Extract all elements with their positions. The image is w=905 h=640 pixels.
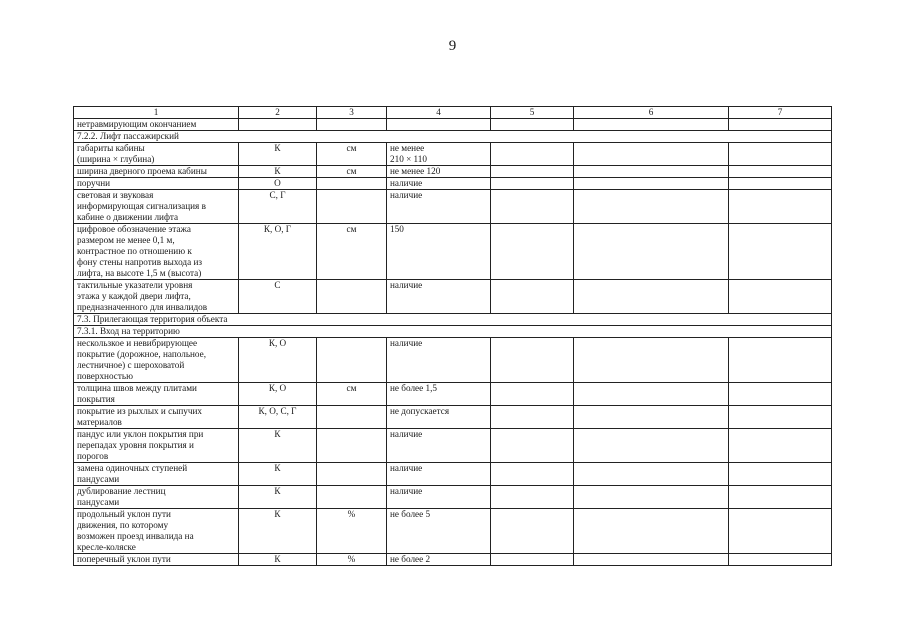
table-row	[74, 178, 832, 190]
table-row	[74, 383, 832, 406]
method-code-text: О	[274, 178, 281, 188]
unit	[317, 406, 387, 429]
requirement-name-text: тактильные указатели уровня этажа у каждой двери лифта, предназначенного для инвалидов	[77, 280, 208, 312]
method-code-text: С, Г	[269, 190, 286, 200]
requirement-name-text: продольный уклон пути движения, по которому возможен проезд инвалида на кресле-коляске	[77, 509, 194, 552]
requirement-name-text: дублирование лестниц пандусами	[77, 486, 166, 507]
empty-cell	[574, 338, 729, 383]
unit	[317, 338, 387, 383]
method-code	[239, 166, 317, 178]
requirement-name	[74, 338, 239, 383]
method-code-text: К, О, Г	[263, 224, 292, 234]
requirement-name	[74, 190, 239, 224]
method-code-text: К	[274, 509, 281, 519]
norm-value-text: не более 2	[390, 554, 431, 564]
empty-cell	[574, 383, 729, 406]
requirement-name-text: габариты кабины (ширина × глубина)	[77, 143, 155, 164]
norm-value-text: не менее 120	[390, 166, 441, 176]
method-code	[239, 178, 317, 190]
requirement-name-text: толщина швов между плитами покрытия	[77, 383, 197, 404]
method-code	[239, 190, 317, 224]
requirement-name	[74, 383, 239, 406]
requirement-name-text: поперечный уклон пути	[77, 554, 171, 564]
requirement-name-text: замена одиночных ступеней пандусами	[77, 463, 188, 484]
norm-value	[387, 178, 491, 190]
empty-cell	[491, 554, 574, 566]
norm-value	[387, 554, 491, 566]
norm-value-text: наличие	[390, 429, 423, 439]
requirement-name	[74, 280, 239, 314]
unit	[317, 166, 387, 178]
page-number: 9	[448, 38, 457, 54]
unit	[317, 509, 387, 554]
table-header-row	[74, 107, 832, 119]
empty-cell	[574, 190, 729, 224]
requirement-name	[74, 429, 239, 463]
method-code-text: К	[274, 143, 281, 153]
empty-cell	[729, 486, 832, 509]
method-code	[239, 119, 317, 131]
method-code-text: К	[274, 166, 281, 176]
table-row	[74, 429, 832, 463]
empty-cell	[491, 190, 574, 224]
empty-cell	[729, 429, 832, 463]
method-code	[239, 406, 317, 429]
section-title: 7.3. Прилегающая территория объекта	[74, 314, 832, 326]
method-code	[239, 509, 317, 554]
norm-value	[387, 383, 491, 406]
empty-cell	[729, 554, 832, 566]
empty-cell	[491, 119, 574, 131]
table-row	[74, 224, 832, 280]
norm-value-text: наличие	[390, 280, 423, 290]
unit	[317, 280, 387, 314]
empty-cell	[729, 509, 832, 554]
column-header: 4	[387, 107, 491, 119]
requirement-name	[74, 486, 239, 509]
norm-value	[387, 280, 491, 314]
method-code	[239, 429, 317, 463]
unit-text: %	[347, 509, 356, 519]
empty-cell	[491, 166, 574, 178]
empty-cell	[729, 143, 832, 166]
empty-cell	[729, 406, 832, 429]
empty-cell	[574, 429, 729, 463]
column-header: 7	[729, 107, 832, 119]
empty-cell	[574, 178, 729, 190]
norm-value	[387, 119, 491, 131]
norm-value	[387, 338, 491, 383]
empty-cell	[729, 119, 832, 131]
method-code-text: С	[274, 280, 281, 290]
norm-value-text: наличие	[390, 178, 423, 188]
column-header: 2	[239, 107, 317, 119]
section-row	[74, 131, 832, 143]
column-header: 3	[317, 107, 387, 119]
requirement-name	[74, 406, 239, 429]
table-row	[74, 554, 832, 566]
empty-cell	[491, 383, 574, 406]
method-code	[239, 554, 317, 566]
norm-value	[387, 166, 491, 178]
requirement-name-text: нескользкое и невибрирующее покрытие (дорожное, напольное, лестничное) с шероховатой поверхностью	[77, 338, 207, 381]
unit	[317, 143, 387, 166]
empty-cell	[729, 166, 832, 178]
requirement-name-text: пандус или уклон покрытия при перепадах уровня покрытия и порогов	[77, 429, 204, 461]
norm-value	[387, 486, 491, 509]
requirement-name-text: нетравмирующим окончанием	[77, 119, 197, 129]
section-row	[74, 314, 832, 326]
empty-cell	[574, 463, 729, 486]
unit-text: см	[346, 166, 357, 176]
empty-cell	[729, 190, 832, 224]
table-row	[74, 119, 832, 131]
empty-cell	[491, 509, 574, 554]
method-code	[239, 224, 317, 280]
empty-cell	[729, 383, 832, 406]
method-code	[239, 280, 317, 314]
method-code-text: К, О	[268, 338, 287, 348]
requirement-name-text: световая и звуковая информирующая сигнализация в кабине о движении лифта	[77, 190, 206, 222]
table-row	[74, 463, 832, 486]
section-title: 7.3.1. Вход на территорию	[74, 326, 832, 338]
column-header: 1	[74, 107, 239, 119]
empty-cell	[491, 338, 574, 383]
empty-cell	[729, 280, 832, 314]
method-code-text: К	[274, 463, 281, 473]
norm-value-text: 150	[390, 224, 404, 234]
norm-value	[387, 190, 491, 224]
unit-text: см	[346, 224, 357, 234]
column-header: 6	[574, 107, 729, 119]
method-code-text: К	[274, 554, 281, 564]
requirement-name-text: цифровое обозначение этажа размером не менее 0,1 м, контрастное по отношению к фону стены напротив выхода из лифта, на высоте 1,5 м (высота)	[77, 224, 203, 278]
empty-cell	[729, 224, 832, 280]
table-row	[74, 509, 832, 554]
empty-cell	[491, 429, 574, 463]
norm-value-text: не допускается	[390, 406, 450, 416]
empty-cell	[574, 509, 729, 554]
norm-value-text: не менее 210 × 110	[390, 143, 427, 164]
unit	[317, 178, 387, 190]
empty-cell	[491, 463, 574, 486]
empty-cell	[574, 143, 729, 166]
method-code	[239, 338, 317, 383]
empty-cell	[729, 338, 832, 383]
empty-cell	[574, 224, 729, 280]
unit	[317, 429, 387, 463]
method-code	[239, 383, 317, 406]
requirement-name	[74, 143, 239, 166]
unit	[317, 383, 387, 406]
method-code	[239, 486, 317, 509]
norm-value-text: не более 1,5	[390, 383, 437, 393]
unit-text: см	[346, 383, 357, 393]
norm-value	[387, 143, 491, 166]
empty-cell	[574, 119, 729, 131]
norm-value	[387, 429, 491, 463]
requirement-name	[74, 166, 239, 178]
empty-cell	[491, 224, 574, 280]
table-row	[74, 190, 832, 224]
norm-value-text: наличие	[390, 463, 423, 473]
requirement-name-text: ширина дверного проема кабины	[77, 166, 207, 176]
method-code-text: К	[274, 429, 281, 439]
requirements-table	[73, 106, 832, 566]
method-code	[239, 143, 317, 166]
method-code	[239, 463, 317, 486]
requirement-name-text: покрытие из рыхлых и сыпучих материалов	[77, 406, 203, 427]
unit	[317, 554, 387, 566]
requirement-name-text: поручни	[77, 178, 111, 188]
table-row	[74, 406, 832, 429]
empty-cell	[491, 178, 574, 190]
norm-value	[387, 406, 491, 429]
unit-text: %	[347, 554, 356, 564]
requirement-name	[74, 463, 239, 486]
empty-cell	[574, 486, 729, 509]
unit	[317, 463, 387, 486]
norm-value-text: наличие	[390, 338, 423, 348]
norm-value	[387, 509, 491, 554]
section-row	[74, 326, 832, 338]
column-header: 5	[491, 107, 574, 119]
unit	[317, 224, 387, 280]
unit	[317, 190, 387, 224]
unit-text: см	[346, 143, 357, 153]
table-row	[74, 280, 832, 314]
unit	[317, 486, 387, 509]
table-row	[74, 143, 832, 166]
empty-cell	[574, 166, 729, 178]
empty-cell	[574, 554, 729, 566]
requirement-name	[74, 554, 239, 566]
empty-cell	[574, 280, 729, 314]
norm-value-text: наличие	[390, 486, 423, 496]
unit	[317, 119, 387, 131]
table-row	[74, 486, 832, 509]
norm-value-text: не более 5	[390, 509, 431, 519]
requirement-name	[74, 119, 239, 131]
empty-cell	[729, 463, 832, 486]
section-title: 7.2.2. Лифт пассажирский	[74, 131, 832, 143]
table-row	[74, 338, 832, 383]
empty-cell	[491, 406, 574, 429]
requirement-name	[74, 509, 239, 554]
empty-cell	[491, 143, 574, 166]
table-row	[74, 166, 832, 178]
empty-cell	[491, 280, 574, 314]
empty-cell	[729, 178, 832, 190]
empty-cell	[491, 486, 574, 509]
requirement-name	[74, 178, 239, 190]
method-code-text: К, О	[268, 383, 287, 393]
norm-value	[387, 224, 491, 280]
method-code-text: К	[274, 486, 281, 496]
method-code-text: К, О, С, Г	[258, 406, 297, 416]
empty-cell	[574, 406, 729, 429]
requirement-name	[74, 224, 239, 280]
norm-value-text: наличие	[390, 190, 423, 200]
norm-value	[387, 463, 491, 486]
